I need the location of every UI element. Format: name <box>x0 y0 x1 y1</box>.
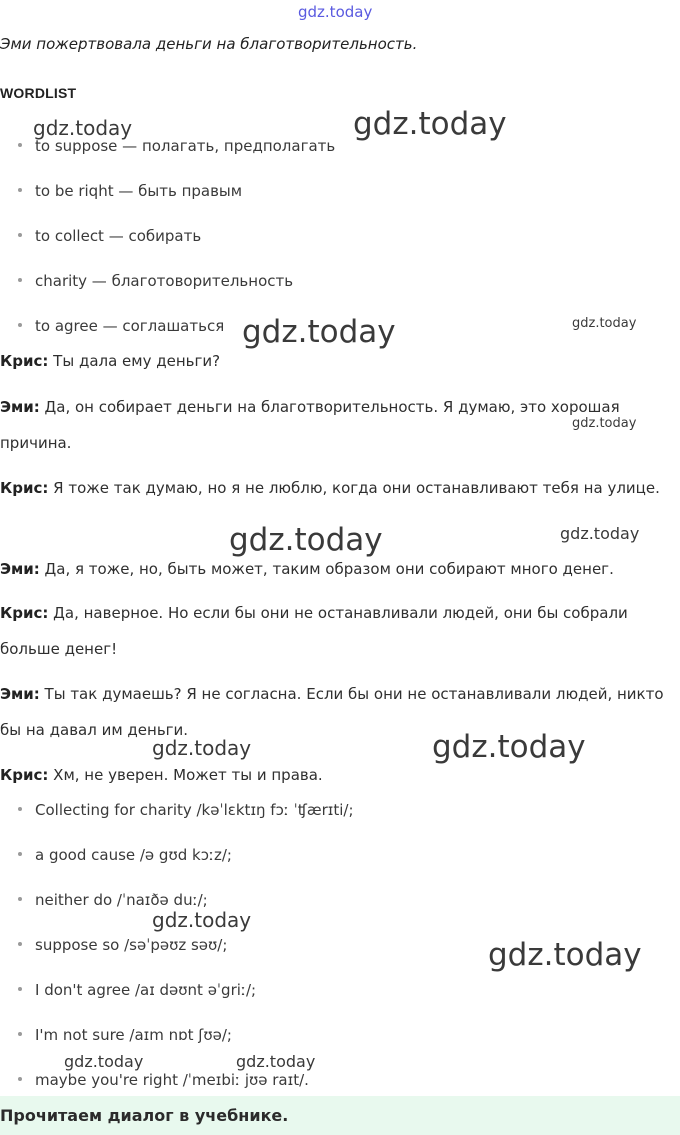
list-item <box>18 182 242 200</box>
footer-text: Прочитаем диалог в учебнике. <box>0 1106 289 1125</box>
line-text: Хм, не уверен. Может ты и права. <box>48 766 323 784</box>
bullet-icon <box>18 1077 22 1081</box>
bullet-icon <box>18 188 22 192</box>
watermark: gdz.today <box>152 736 252 760</box>
list-item-text: neither do /ˈnaɪðə duː/; <box>35 891 208 909</box>
list-item <box>18 891 208 909</box>
list-item-text: a good cause /ə gʊd kɔːz/; <box>35 846 232 864</box>
watermark: gdz.today <box>560 524 640 543</box>
list-item-text: to agree — соглашаться <box>35 317 225 335</box>
bullet-icon <box>18 897 22 901</box>
list-item-text: maybe you're right /ˈmeɪbiː jʊə raɪt/. <box>35 1071 309 1089</box>
list-item-text: suppose so /səˈpəʊz səʊ/; <box>35 936 228 954</box>
dialogue-line <box>0 595 680 667</box>
speaker: Эми: <box>0 685 40 703</box>
watermark: gdz.today <box>432 729 586 765</box>
watermark: gdz.today <box>33 116 133 140</box>
watermark: gdz.today <box>353 106 507 142</box>
bullet-icon <box>18 1032 22 1036</box>
list-item <box>18 1071 309 1089</box>
list-item-text: to collect — собирать <box>35 227 202 245</box>
bullet-icon <box>18 987 22 991</box>
footer-note <box>0 1096 680 1135</box>
list-item <box>18 317 224 335</box>
watermark: gdz.today <box>572 416 637 431</box>
bullet-icon <box>18 852 22 856</box>
watermark: gdz.today <box>488 937 642 973</box>
list-item <box>18 981 256 999</box>
line-text: Я тоже так думаю, но я не люблю, когда они останавливают тебя на улице. <box>48 479 660 497</box>
watermark: gdz.today <box>229 522 383 558</box>
line-text: Да, он собирает деньги на благотворительность. Я думаю, это хорошая причина. <box>0 398 620 452</box>
bullet-icon <box>18 233 22 237</box>
watermark: gdz.today <box>236 1052 316 1071</box>
speaker: Эми: <box>0 398 40 416</box>
list-item-text: charity — благотоворительность <box>35 272 294 290</box>
intro-text: Эми пожертвовала деньги на благотворительность. <box>0 35 418 53</box>
wordlist-heading: WORDLIST <box>0 85 77 101</box>
list-item-text: I don't agree /aɪ dəʊnt əˈgriː/; <box>35 981 257 999</box>
watermark: gdz.today <box>242 314 396 350</box>
list-item <box>18 272 293 290</box>
line-text: Да, наверное. Но если бы они не останавливали людей, они бы собрали больше денег! <box>0 604 628 658</box>
list-item <box>18 936 227 954</box>
bullet-icon <box>18 942 22 946</box>
dialogue-line <box>0 470 680 506</box>
watermark: gdz.today <box>64 1052 144 1071</box>
speaker: Эми: <box>0 560 40 578</box>
bullet-icon <box>18 323 22 327</box>
speaker: Крис: <box>0 604 49 622</box>
list-item <box>18 227 201 245</box>
bullet-icon <box>18 143 22 147</box>
list-item-text: I'm not sure /aɪm nɒt ʃʊə/; <box>35 1026 232 1044</box>
watermark: gdz.today <box>152 908 252 932</box>
speaker: Крис: <box>0 352 49 370</box>
speaker: Крис: <box>0 766 49 784</box>
speaker: Крис: <box>0 479 49 497</box>
list-item-text: to suppose — полагать, предполагать <box>35 137 336 155</box>
bullet-icon <box>18 807 22 811</box>
line-text: Ты так думаешь? Я не согласна. Если бы они не останавливали людей, никто бы на давал им деньги. <box>0 685 664 739</box>
list-item-text: Collecting for charity /kəˈlɛktɪŋ fɔː ˈʧærɪti/; <box>35 801 354 819</box>
list-item <box>18 801 354 819</box>
bullet-icon <box>18 278 22 282</box>
line-text: Ты дала ему деньги? <box>48 352 221 370</box>
list-item <box>18 846 232 864</box>
watermark: gdz.today <box>572 316 637 331</box>
watermark: gdz.today <box>298 3 373 21</box>
list-item-text: to be riqht — быть правым <box>35 182 243 200</box>
line-text: Да, я тоже, но, быть может, таким образом они собирают много денег. <box>39 560 614 578</box>
list-item <box>18 1026 232 1044</box>
